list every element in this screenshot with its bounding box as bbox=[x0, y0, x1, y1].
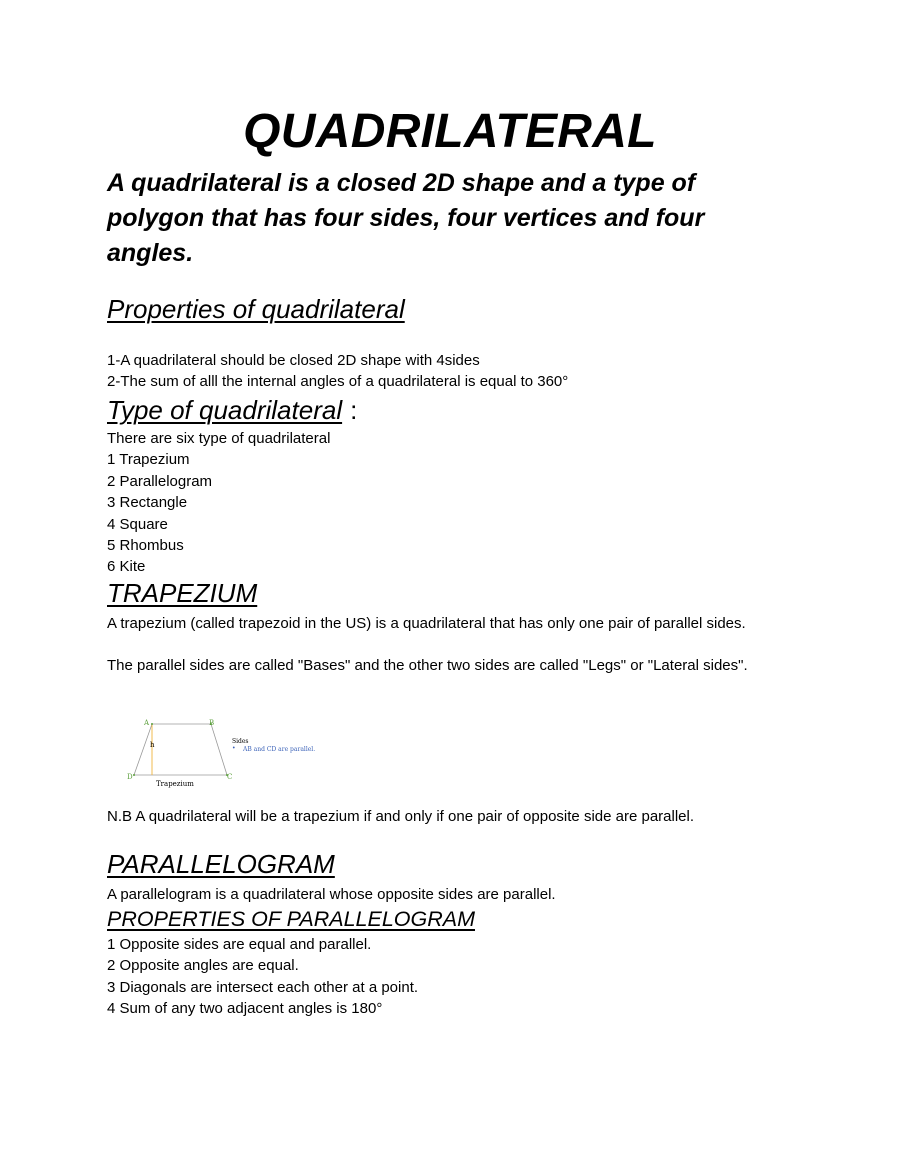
trapezium-heading: TRAPEZIUM bbox=[107, 578, 258, 608]
parallelogram-properties-heading: PROPERTIES OF PARALLELOGRAM bbox=[107, 907, 475, 931]
vertex-c-label: C bbox=[227, 773, 233, 781]
parallelogram-definition: A parallelogram is a quadrilateral whose opposite sides are parallel. bbox=[107, 886, 556, 903]
types-list bbox=[107, 428, 787, 578]
list-item: 1-A quadrilateral should be closed 2D shape with 4sides bbox=[107, 352, 480, 369]
list-item: 2 Parallelogram bbox=[107, 472, 213, 490]
sides-note: AB and CD are parallel. bbox=[243, 746, 316, 753]
trapezium-sides-definition: The parallel sides are called "Bases" and the other two sides are called "Legs" or "Lateral sides". bbox=[107, 657, 748, 674]
figure-caption: Trapezium bbox=[156, 780, 194, 788]
types-heading-text: Type of quadrilateral bbox=[107, 395, 343, 425]
sides-title: Sides bbox=[232, 738, 249, 745]
sides-bullet: • bbox=[232, 745, 236, 752]
list-item: 2 Opposite angles are equal. bbox=[107, 957, 299, 975]
vertex-d-label: D bbox=[127, 773, 133, 781]
list-item: 6 Kite bbox=[107, 558, 146, 576]
list-item: 3 Diagonals are intersect each other at a point. bbox=[107, 978, 419, 996]
trapezium-shape bbox=[134, 724, 227, 775]
properties-heading: Properties of quadrilateral bbox=[107, 294, 405, 324]
list-item: 4 Square bbox=[107, 515, 168, 533]
list-item: 1 Trapezium bbox=[107, 451, 190, 469]
vertex-dot bbox=[151, 723, 153, 725]
parallelogram-properties-list bbox=[107, 934, 787, 1020]
list-item: 5 Rhombus bbox=[107, 537, 184, 555]
list-item: 2-The sum of alll the internal angles of a quadrilateral is equal to 360° bbox=[107, 373, 569, 391]
types-heading-colon: : bbox=[350, 395, 358, 425]
vertex-b-label: B bbox=[209, 719, 215, 727]
types-heading bbox=[107, 394, 357, 426]
trapezium-figure bbox=[125, 714, 355, 792]
list-item: 3 Rectangle bbox=[107, 494, 188, 512]
parallelogram-heading: PARALLELOGRAM bbox=[107, 849, 335, 879]
page-title: QUADRILATERAL bbox=[243, 105, 657, 158]
height-label: h bbox=[150, 741, 155, 749]
properties-list bbox=[107, 350, 787, 393]
vertex-dot bbox=[133, 774, 135, 776]
list-item: 1 Opposite sides are equal and parallel. bbox=[107, 936, 372, 953]
vertex-a-label: A bbox=[144, 719, 150, 727]
types-intro: There are six type of quadrilateral bbox=[107, 430, 331, 447]
trapezium-note: N.B A quadrilateral will be a trapezium if and only if one pair of opposite side are parallel. bbox=[107, 808, 694, 825]
trapezium-definition: A trapezium (called trapezoid in the US) is a quadrilateral that has only one pair of parallel sides. bbox=[107, 615, 746, 632]
list-item: 4 Sum of any two adjacent angles is 180° bbox=[107, 1000, 383, 1018]
intro-paragraph: A quadrilateral is a closed 2D shape and a type of polygon that has four sides, four vertices and four angles. bbox=[107, 169, 705, 267]
